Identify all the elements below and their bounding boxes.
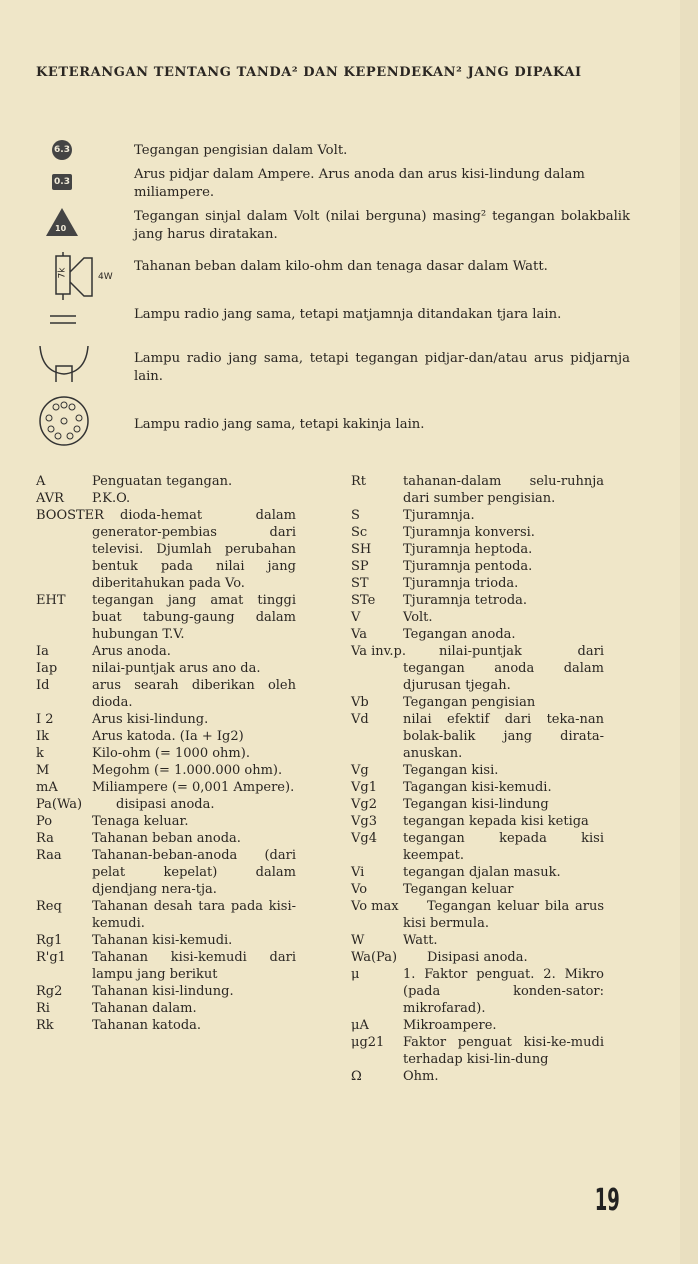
- abbrev-definition: Tjuramnja heptoda.: [403, 542, 533, 557]
- symbol-desc: Lampu radio jang sama, tetapi kakinja lain.: [134, 417, 425, 432]
- abbrev-definition: Watt.: [403, 933, 438, 948]
- abbrev-definition: Arus katoda. (Ia + Ig2): [92, 729, 244, 744]
- abbrev-term: μ: [351, 967, 360, 982]
- abbrev-definition: tegangan kepada kisi ketiga: [403, 814, 589, 829]
- abbrev-term: Vd: [351, 712, 369, 727]
- abbrev-row: [351, 949, 604, 966]
- abbrev-definition: tegangan jang amat tinggi buat tabung-gaung dalam hubungan T.V.: [92, 593, 296, 642]
- abbrev-definition: Tegangan kisi.: [403, 763, 499, 778]
- abbrev-row: [36, 762, 296, 779]
- abbrev-row: [36, 1017, 296, 1034]
- abbrev-row: [36, 949, 296, 983]
- abbrev-term: AVR: [36, 491, 64, 506]
- abbrev-definition: Tegangan kisi-lindung: [403, 797, 549, 812]
- abbrev-term: mA: [36, 780, 58, 795]
- abbrev-row: [351, 881, 604, 898]
- abbrev-definition: Tahanan-beban-anoda (dari pelat kepelat) dalam djendjang nera-tja.: [92, 848, 296, 897]
- abbrev-definition: Tegangan keluar: [403, 882, 514, 897]
- abbrev-definition: Tahanan kisi-lindung.: [92, 984, 234, 999]
- abbrev-definition: dioda-hemat dalam generator-pembias dari televisi. Djumlah perubahan bentuk pada nilai jang diberitahukan pada Vo.: [92, 508, 296, 591]
- abbrev-row: [36, 677, 296, 711]
- abbrev-term: Vo max: [351, 899, 399, 914]
- abbrev-row: [351, 966, 604, 1017]
- tube-filament-icon: [36, 350, 126, 400]
- abbrev-definition: tegangan djalan masuk.: [403, 865, 561, 880]
- abbrev-row: [351, 932, 604, 949]
- abbrev-row: [36, 711, 296, 728]
- tube-base-pins-icon: [36, 416, 126, 466]
- abbrev-row: [36, 592, 296, 643]
- abbrev-term: Ω: [351, 1069, 362, 1084]
- abbrev-row: [351, 609, 604, 626]
- abbrev-row: [36, 830, 296, 847]
- abbrev-row: [351, 779, 604, 796]
- abbrev-row: [351, 1017, 604, 1034]
- abbrev-definition: Kilo-ohm (= 1000 ohm).: [92, 746, 250, 761]
- abbrev-row: [351, 541, 604, 558]
- abbrev-definition: Tahanan kisi-kemudi dari lampu jang berikut: [92, 950, 296, 982]
- load-power-badge: 4W: [98, 272, 113, 282]
- abbrev-row: [36, 813, 296, 830]
- abbrev-definition: Tjuramnja konversi.: [403, 525, 535, 540]
- abbrev-row: [351, 864, 604, 881]
- abbrev-term: EHT: [36, 593, 66, 608]
- abbrev-row: [36, 983, 296, 1000]
- abbrev-definition: Megohm (= 1.000.000 ohm).: [92, 763, 283, 778]
- abbrev-definition: Tahanan kisi-kemudi.: [92, 933, 233, 948]
- abbrev-row: [351, 473, 604, 507]
- symbol-desc: Tegangan pengisian dalam Volt.: [134, 143, 348, 158]
- abbrev-row: [36, 779, 296, 796]
- abbrev-term: W: [351, 933, 365, 948]
- abbrev-definition: Tegangan keluar bila arus kisi bermula.: [403, 899, 604, 931]
- abbrev-row: [36, 796, 296, 813]
- abbrev-column-left: [36, 473, 296, 1034]
- abbrev-row: [36, 507, 296, 592]
- abbrev-definition: Tahanan dalam.: [92, 1001, 197, 1016]
- abbrev-term: Ri: [36, 1001, 50, 1016]
- abbrev-term: V: [351, 610, 361, 625]
- abbrev-term: S: [351, 508, 360, 523]
- abbrev-term: Vg3: [351, 814, 377, 829]
- abbrev-definition: Volt.: [403, 610, 433, 625]
- abbrev-definition: 1. Faktor penguat. 2. Mikro (pada konden-sator: mikrofarad).: [403, 967, 604, 1016]
- abbrev-row: [351, 830, 604, 864]
- abbrev-term: Raa: [36, 848, 62, 863]
- abbrev-row: [351, 558, 604, 575]
- abbrev-term: R'g1: [36, 950, 66, 965]
- abbrev-term: Vg1: [351, 780, 377, 795]
- abbrev-definition: Tahanan beban anoda.: [92, 831, 241, 846]
- abbrev-term: k: [36, 746, 44, 761]
- abbrev-term: Sc: [351, 525, 368, 540]
- page-number: 19: [594, 1183, 620, 1218]
- abbrev-row: [36, 898, 296, 932]
- abbrev-term: Vo: [351, 882, 368, 897]
- load-resistor-icon: [36, 258, 126, 308]
- abbrev-definition: tahanan-dalam selu-ruhnja dari sumber pengisian.: [403, 474, 604, 506]
- abbrev-row: [36, 932, 296, 949]
- abbrev-row: [351, 507, 604, 524]
- abbrev-row: [351, 796, 604, 813]
- abbrev-definition: Faktor penguat kisi-ke-mudi terhadap kisi-lin-dung: [403, 1035, 604, 1067]
- abbrev-term: SP: [351, 559, 369, 574]
- abbrev-term: Ik: [36, 729, 50, 744]
- abbrev-row: [351, 626, 604, 643]
- abbrev-definition: Miliampere (= 0,001 Ampere).: [92, 780, 295, 795]
- signal-badge: 10: [55, 224, 67, 233]
- abbrev-term: Iap: [36, 661, 58, 676]
- abbrev-row: [351, 711, 604, 762]
- symbol-desc: Tegangan sinjal dalam Volt (nilai berguna) masing² tegangan bolakbalik jang harus diratakan.: [134, 209, 630, 242]
- abbrev-term: Pa(Wa): [36, 797, 83, 812]
- load-resistance-badge: 7k: [57, 267, 68, 279]
- abbrev-definition: Tjuramnja tetroda.: [403, 593, 528, 608]
- abbrev-definition: Disipasi anoda.: [427, 950, 528, 965]
- abbrev-term: Req: [36, 899, 62, 914]
- abbrev-term: Ra: [36, 831, 54, 846]
- abbrev-column-right: [351, 473, 604, 1085]
- abbrev-term: Vb: [351, 695, 369, 710]
- signal-triangle-badge-icon: [36, 208, 126, 258]
- abbrev-definition: Tenaga keluar.: [92, 814, 189, 829]
- abbrev-row: [351, 643, 604, 694]
- page-title: KETERANGAN TENTANG TANDA² DAN KEPENDEKAN² JANG DIPAKAI: [36, 65, 582, 80]
- abbrev-term: Rg2: [36, 984, 63, 999]
- abbrev-definition: Tahanan desah tara pada kisi-kemudi.: [92, 899, 296, 931]
- abbrev-definition: Ohm.: [403, 1069, 439, 1084]
- abbrev-row: [36, 660, 296, 677]
- abbrev-definition: Tegangan anoda.: [403, 627, 516, 642]
- abbrev-definition: Tjuramnja trioda.: [403, 576, 519, 591]
- abbrev-row: [351, 592, 604, 609]
- abbrev-row: [351, 1034, 604, 1068]
- abbrev-definition: nilai efektif dari teka-nan bolak-balik jang dirata-anuskan.: [403, 712, 604, 761]
- abbrev-term: Ia: [36, 644, 49, 659]
- abbrev-term: Va: [351, 627, 367, 642]
- abbrev-term: Va inv.p.: [351, 644, 406, 659]
- abbrev-row: [351, 898, 604, 932]
- abbrev-definition: Tjuramnja.: [403, 508, 475, 523]
- abbrev-term: ST: [351, 576, 369, 591]
- abbrev-definition: arus searah diberikan oleh dioda.: [92, 678, 296, 710]
- abbrev-term: Vi: [351, 865, 365, 880]
- abbrev-term: Rt: [351, 474, 367, 489]
- abbrev-row: [36, 490, 296, 507]
- abbrev-term: A: [36, 474, 46, 489]
- abbrev-row: [36, 1000, 296, 1017]
- abbrev-term: Vg4: [351, 831, 377, 846]
- abbrev-definition: Arus anoda.: [92, 644, 171, 659]
- abbrev-term: SH: [351, 542, 372, 557]
- abbrev-row: [36, 473, 296, 490]
- abbrev-definition: tegangan kepada kisi keempat.: [403, 831, 604, 863]
- abbrev-definition: P.K.O.: [92, 491, 131, 506]
- abbrev-row: [351, 694, 604, 711]
- abbrev-row: [36, 745, 296, 762]
- abbrev-term: STe: [351, 593, 376, 608]
- abbrev-term: BOOSTER: [36, 508, 104, 523]
- abbrev-definition: Tahanan katoda.: [92, 1018, 202, 1033]
- abbrev-definition: nilai-puntjak dari tegangan anoda dalam djurusan tjegah.: [403, 644, 604, 693]
- abbrev-definition: Penguatan tegangan.: [92, 474, 233, 489]
- abbrev-definition: Tegangan pengisian: [403, 695, 536, 710]
- abbrev-row: [36, 643, 296, 660]
- abbrev-term: μg21: [351, 1035, 385, 1050]
- abbrev-row: [351, 1068, 604, 1085]
- abbrev-row: [351, 524, 604, 541]
- facing-page-edge: [680, 0, 698, 1264]
- abbrev-row: [351, 575, 604, 592]
- abbrev-definition: Tjuramnja pentoda.: [403, 559, 533, 574]
- abbrev-term: Rk: [36, 1018, 54, 1033]
- symbol-desc: Arus pidjar dalam Ampere. Arus anoda dan arus kisi-lindung dalam miliampere.: [134, 167, 585, 200]
- abbrev-definition: Mikroampere.: [403, 1018, 497, 1033]
- abbrev-term: Rg1: [36, 933, 63, 948]
- abbrev-definition: Tagangan kisi-kemudi.: [403, 780, 552, 795]
- abbrev-row: [351, 762, 604, 779]
- abbrev-term: Wa(Pa): [351, 950, 398, 965]
- abbrev-term: M: [36, 763, 50, 778]
- symbol-desc: Lampu radio jang sama, tetapi matjamnja ditandakan tjara lain.: [134, 307, 562, 322]
- abbrev-term: I 2: [36, 712, 54, 727]
- symbol-desc: Tahanan beban dalam kilo-ohm dan tenaga dasar dalam Watt.: [134, 259, 548, 274]
- current-badge: 0.3: [52, 174, 72, 190]
- voltage-badge: 6.3: [52, 140, 72, 160]
- abbrev-definition: Arus kisi-lindung.: [92, 712, 209, 727]
- abbrev-row: [36, 847, 296, 898]
- abbrev-definition: nilai-puntjak arus ano da.: [92, 661, 261, 676]
- abbrev-term: μA: [351, 1018, 369, 1033]
- abbrev-term: Po: [36, 814, 53, 829]
- abbrev-row: [351, 813, 604, 830]
- abbrev-term: Vg: [351, 763, 369, 778]
- abbrev-term: Vg2: [351, 797, 377, 812]
- abbrev-definition: disipasi anoda.: [116, 797, 215, 812]
- symbol-desc: Lampu radio jang sama, tetapi tegangan pidjar-dan/atau arus pidjarnja lain.: [134, 351, 630, 384]
- abbrev-row: [36, 728, 296, 745]
- abbrev-term: Id: [36, 678, 50, 693]
